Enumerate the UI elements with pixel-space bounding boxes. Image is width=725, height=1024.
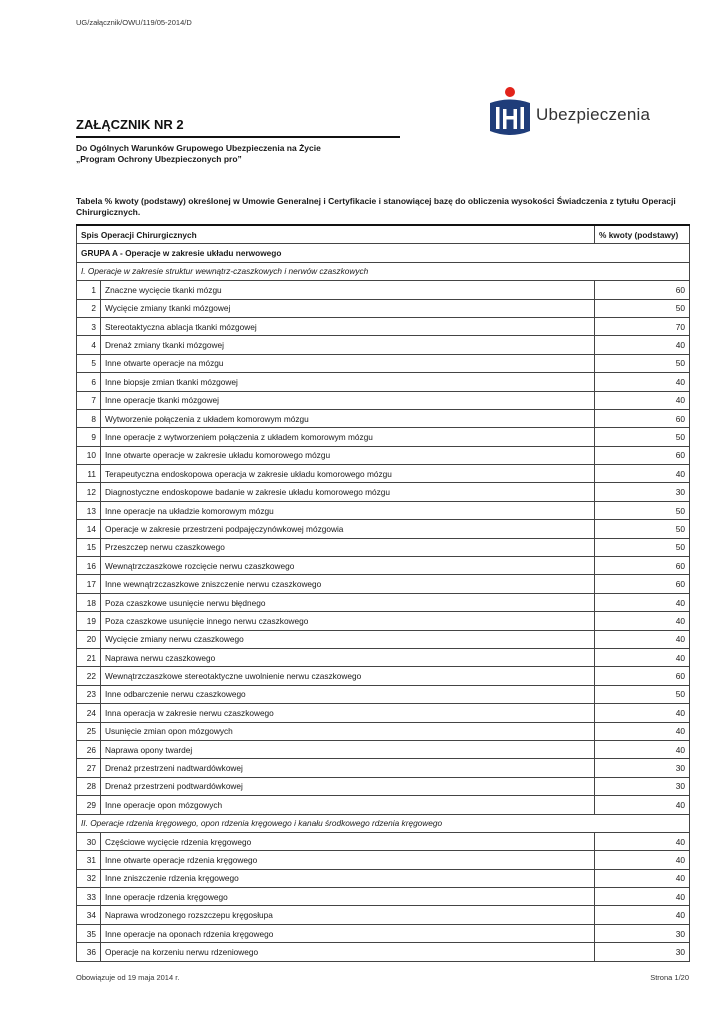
table-row: [77, 888, 690, 906]
percent-value: 60: [595, 446, 690, 464]
percent-value: 40: [595, 851, 690, 869]
table-row: [77, 851, 690, 869]
row-number: 28: [77, 777, 101, 795]
percent-value: 30: [595, 777, 690, 795]
row-number: 12: [77, 483, 101, 501]
percent-value: 40: [595, 832, 690, 850]
table-row: [77, 520, 690, 538]
table-row: [77, 538, 690, 556]
row-number: 13: [77, 501, 101, 519]
row-number: 29: [77, 796, 101, 814]
table-row: [77, 557, 690, 575]
section-row: [77, 814, 690, 832]
operation-name: Inna operacja w zakresie nerwu czaszkowego: [101, 704, 595, 722]
row-number: 1: [77, 281, 101, 299]
company-logo: [489, 87, 659, 139]
row-number: 30: [77, 832, 101, 850]
operation-name: Diagnostyczne endoskopowe badanie w zakresie układu komorowego mózgu: [101, 483, 595, 501]
percent-value: 60: [595, 557, 690, 575]
operations-table: [76, 224, 690, 962]
row-number: 25: [77, 722, 101, 740]
operation-name: Drenaż przestrzeni podtwardówkowej: [101, 777, 595, 795]
page-title: ZAŁĄCZNIK NR 2: [76, 117, 184, 132]
operation-name: Inne wewnątrzczaszkowe zniszczenie nerwu czaszkowego: [101, 575, 595, 593]
operation-name: Wytworzenie połączenia z układem komorowym mózgu: [101, 409, 595, 427]
table-row: [77, 465, 690, 483]
percent-value: 40: [595, 888, 690, 906]
table-row: [77, 354, 690, 372]
table-row: [77, 630, 690, 648]
percent-value: 40: [595, 796, 690, 814]
table-row: [77, 299, 690, 317]
operation-name: Inne otwarte operacje na mózgu: [101, 354, 595, 372]
percent-value: 60: [595, 409, 690, 427]
table-row: [77, 446, 690, 464]
row-number: 5: [77, 354, 101, 372]
row-number: 27: [77, 759, 101, 777]
operation-name: Częściowe wycięcie rdzenia kręgowego: [101, 832, 595, 850]
table-row: [77, 336, 690, 354]
operation-name: Wycięcie zmiany nerwu czaszkowego: [101, 630, 595, 648]
row-number: 9: [77, 428, 101, 446]
operation-name: Inne operacje opon mózgowych: [101, 796, 595, 814]
row-number: 33: [77, 888, 101, 906]
operation-name: Drenaż zmiany tkanki mózgowej: [101, 336, 595, 354]
table-row: [77, 317, 690, 335]
operation-name: Inne operacje na układzie komorowym mózgu: [101, 501, 595, 519]
logo-emblem-icon: [489, 87, 531, 139]
row-number: 6: [77, 373, 101, 391]
row-number: 16: [77, 557, 101, 575]
operation-name: Poza czaszkowe usunięcie nerwu błędnego: [101, 593, 595, 611]
row-number: 36: [77, 943, 101, 961]
table-row: [77, 704, 690, 722]
row-number: 31: [77, 851, 101, 869]
percent-value: 40: [595, 704, 690, 722]
operation-name: Inne odbarczenie nerwu czaszkowego: [101, 685, 595, 703]
row-number: 2: [77, 299, 101, 317]
subtitle: [76, 143, 406, 165]
percent-value: 40: [595, 391, 690, 409]
logo-red-dot: [505, 87, 515, 97]
percent-value: 50: [595, 428, 690, 446]
percent-value: 40: [595, 869, 690, 887]
logo-stripe: [521, 107, 525, 129]
group-title: GRUPA A - Operacje w zakresie układu nerwowego: [77, 244, 690, 262]
row-number: 22: [77, 667, 101, 685]
table-row: [77, 759, 690, 777]
title-divider: [76, 136, 400, 138]
percent-value: 50: [595, 501, 690, 519]
percent-value: 40: [595, 336, 690, 354]
column-header-name: Spis Operacji Chirurgicznych: [77, 225, 595, 244]
operation-name: Operacje w zakresie przestrzeni podpajęczynówkowej mózgowia: [101, 520, 595, 538]
operation-name: Inne operacje tkanki mózgowej: [101, 391, 595, 409]
row-number: 21: [77, 648, 101, 666]
table-row: [77, 685, 690, 703]
percent-value: 40: [595, 906, 690, 924]
table-row: [77, 777, 690, 795]
percent-value: 50: [595, 520, 690, 538]
percent-value: 60: [595, 667, 690, 685]
row-number: 26: [77, 740, 101, 758]
operation-name: Inne biopsje zmian tkanki mózgowej: [101, 373, 595, 391]
footer-effective-date: Obowiązuje od 19 maja 2014 r.: [76, 973, 180, 982]
table-row: [77, 391, 690, 409]
percent-value: 50: [595, 538, 690, 556]
operation-name: Terapeutyczna endoskopowa operacja w zakresie układu komorowego mózgu: [101, 465, 595, 483]
percent-value: 40: [595, 722, 690, 740]
percent-value: 40: [595, 373, 690, 391]
row-number: 3: [77, 317, 101, 335]
operation-name: Naprawa nerwu czaszkowego: [101, 648, 595, 666]
table-row: [77, 869, 690, 887]
table-row: [77, 722, 690, 740]
operation-name: Inne operacje na oponach rdzenia kręgowego: [101, 924, 595, 942]
operation-name: Znaczne wycięcie tkanki mózgu: [101, 281, 595, 299]
group-row: [77, 244, 690, 262]
table-row: [77, 428, 690, 446]
row-number: 34: [77, 906, 101, 924]
document-reference: UG/załącznik/OWU/119/05-2014/D: [76, 18, 192, 27]
percent-value: 40: [595, 612, 690, 630]
table-row: [77, 796, 690, 814]
operation-name: Wycięcie zmiany tkanki mózgowej: [101, 299, 595, 317]
row-number: 24: [77, 704, 101, 722]
table-row: [77, 593, 690, 611]
percent-value: 30: [595, 483, 690, 501]
row-number: 35: [77, 924, 101, 942]
percent-value: 40: [595, 740, 690, 758]
table-row: [77, 648, 690, 666]
table-row: [77, 373, 690, 391]
table-row: [77, 924, 690, 942]
percent-value: 40: [595, 465, 690, 483]
percent-value: 40: [595, 648, 690, 666]
percent-value: 60: [595, 281, 690, 299]
table-caption: Tabela % kwoty (podstawy) określonej w Umowie Generalnej i Certyfikacie i stanowiącej bazę do obliczenia wysokości Świadczenia z tytułu Operacji Chirurgicznych.: [76, 196, 676, 217]
section-title: II. Operacje rdzenia kręgowego, opon rdzenia kręgowego i kanału środkowego rdzenia kręgowego: [77, 814, 690, 832]
row-number: 10: [77, 446, 101, 464]
operation-name: Naprawa opony twardej: [101, 740, 595, 758]
operation-name: Przeszczep nerwu czaszkowego: [101, 538, 595, 556]
operation-name: Naprawa wrodzonego rozszczepu kręgosłupa: [101, 906, 595, 924]
table-row: [77, 483, 690, 501]
row-number: 8: [77, 409, 101, 427]
operation-name: Wewnątrzczaszkowe stereotaktyczne uwolnienie nerwu czaszkowego: [101, 667, 595, 685]
operation-name: Wewnątrzczaszkowe rozcięcie nerwu czaszkowego: [101, 557, 595, 575]
table-row: [77, 943, 690, 961]
brand-name: Ubezpieczenia: [536, 105, 651, 124]
row-number: 20: [77, 630, 101, 648]
column-header-percent: % kwoty (podstawy): [595, 225, 690, 244]
operation-name: Operacje na korzeniu nerwu rdzeniowego: [101, 943, 595, 961]
row-number: 17: [77, 575, 101, 593]
operation-name: Usunięcie zmian opon mózgowych: [101, 722, 595, 740]
row-number: 7: [77, 391, 101, 409]
logo-stripe: [496, 107, 500, 129]
percent-value: 30: [595, 759, 690, 777]
row-number: 4: [77, 336, 101, 354]
operation-name: Inne operacje z wytworzeniem połączenia z układem komorowym mózgu: [101, 428, 595, 446]
row-number: 18: [77, 593, 101, 611]
percent-value: 50: [595, 685, 690, 703]
logo-stripe: [503, 116, 517, 120]
table-row: [77, 906, 690, 924]
table-row: [77, 501, 690, 519]
percent-value: 40: [595, 630, 690, 648]
operation-name: Stereotaktyczna ablacja tkanki mózgowej: [101, 317, 595, 335]
table-header-row: [77, 225, 690, 244]
operation-name: Inne otwarte operacje w zakresie układu komorowego mózgu: [101, 446, 595, 464]
row-number: 14: [77, 520, 101, 538]
table-row: [77, 832, 690, 850]
percent-value: 70: [595, 317, 690, 335]
operation-name: Inne otwarte operacje rdzenia kręgowego: [101, 851, 595, 869]
percent-value: 30: [595, 943, 690, 961]
operation-name: Poza czaszkowe usunięcie innego nerwu czaszkowego: [101, 612, 595, 630]
table-row: [77, 409, 690, 427]
percent-value: 60: [595, 575, 690, 593]
row-number: 15: [77, 538, 101, 556]
table-row: [77, 281, 690, 299]
subtitle-line: Do Ogólnych Warunków Grupowego Ubezpieczenia na Życie: [76, 143, 321, 153]
percent-value: 50: [595, 354, 690, 372]
table-row: [77, 575, 690, 593]
row-number: 32: [77, 869, 101, 887]
row-number: 19: [77, 612, 101, 630]
percent-value: 30: [595, 924, 690, 942]
table-row: [77, 740, 690, 758]
footer-page-number: Strona 1/20: [650, 973, 689, 982]
section-title: I. Operacje w zakresie struktur wewnątrz-czaszkowych i nerwów czaszkowych: [77, 262, 690, 280]
row-number: 23: [77, 685, 101, 703]
operation-name: Inne operacje rdzenia kręgowego: [101, 888, 595, 906]
table-row: [77, 612, 690, 630]
row-number: 11: [77, 465, 101, 483]
operation-name: Inne zniszczenie rdzenia kręgowego: [101, 869, 595, 887]
percent-value: 50: [595, 299, 690, 317]
percent-value: 40: [595, 593, 690, 611]
table-row: [77, 667, 690, 685]
operation-name: Drenaż przestrzeni nadtwardówkowej: [101, 759, 595, 777]
subtitle-line: „Program Ochrony Ubezpieczonych pro”: [76, 154, 242, 164]
section-row: [77, 262, 690, 280]
